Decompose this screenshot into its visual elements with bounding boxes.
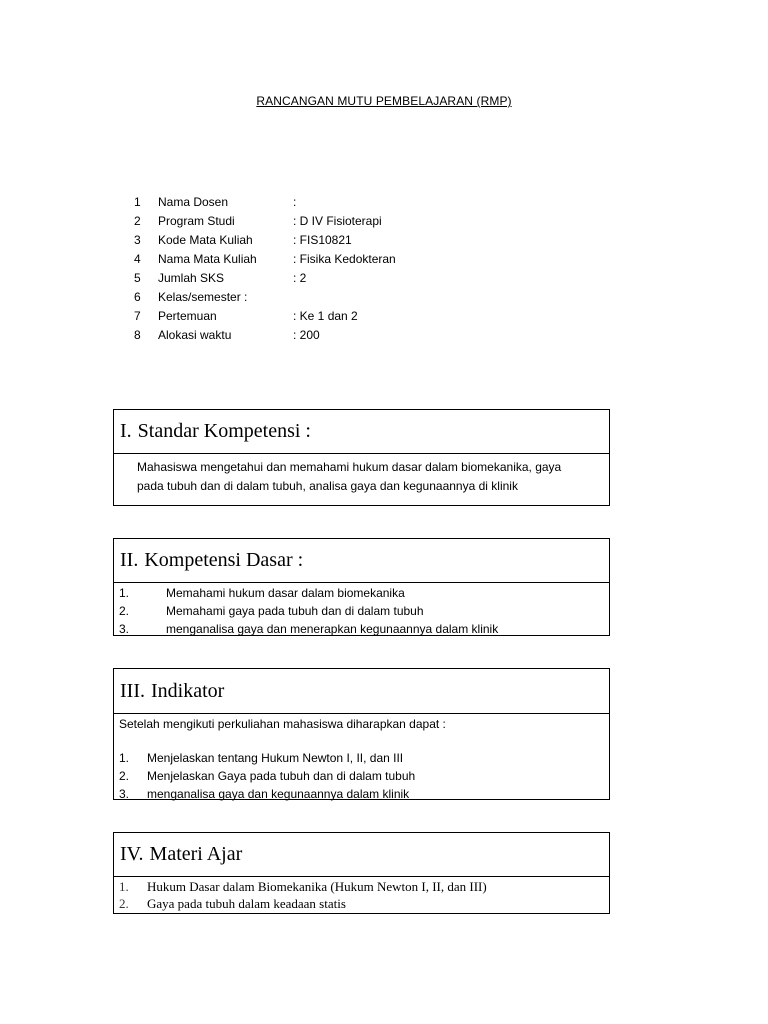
list-item (114, 785, 609, 803)
list-number: 2. (119, 769, 130, 783)
info-label: Jumlah SKS (158, 271, 225, 285)
list-text: menganalisa gaya dan kegunaannya dalam klinik (147, 787, 410, 801)
list-number: 2. (119, 604, 130, 618)
section-title: Materi Ajar (149, 843, 243, 865)
info-label: Pertemuan (158, 309, 217, 323)
info-number: 4 (134, 252, 141, 266)
list-number: 1. (119, 751, 130, 765)
info-number: 5 (134, 271, 141, 285)
list-item (114, 749, 609, 767)
list-number: 1. (119, 879, 129, 894)
list-text: Menjelaskan Gaya pada tubuh dan di dalam tubuh (147, 769, 416, 783)
info-value: : 2 (293, 271, 307, 285)
list-number: 3. (119, 787, 130, 801)
document-title: RANCANGAN MUTU PEMBELAJARAN (RMP) (256, 94, 512, 108)
list-text: Menjelaskan tentang Hukum Newton I, II, dan III (147, 751, 404, 765)
info-label: Kelas/semester : (158, 290, 248, 304)
section-number: III. (120, 679, 145, 702)
list-item (114, 620, 609, 638)
info-value: : (293, 195, 297, 209)
list-number: 1. (119, 586, 130, 600)
info-number: 7 (134, 309, 141, 323)
list-text: Memahami hukum dasar dalam biomekanika (166, 586, 405, 600)
section-number: II. (120, 549, 139, 571)
section-title: Kompetensi Dasar : (144, 549, 304, 571)
section-heading (114, 410, 609, 454)
list-item (114, 602, 609, 620)
info-label: Program Studi (158, 214, 235, 228)
materi-ajar-section (113, 832, 610, 914)
info-number: 2 (134, 214, 141, 228)
list-item (114, 767, 609, 785)
list-number: 3. (119, 622, 130, 636)
section-title: Indikator (150, 679, 225, 702)
list-item (114, 895, 609, 912)
section-body (114, 454, 609, 496)
body-line: Mahasiswa mengetahui dan memahami hukum dasar dalam biomekanika, gaya (137, 460, 562, 474)
info-number: 1 (134, 195, 141, 209)
list-item (114, 584, 609, 602)
list-text: Memahami gaya pada tubuh dan di dalam tubuh (166, 604, 424, 618)
info-label: Nama Mata Kuliah (158, 252, 257, 266)
info-label: Nama Dosen (158, 195, 229, 209)
info-value: : Fisika Kedokteran (293, 252, 396, 266)
info-value: : Ke 1 dan 2 (293, 309, 358, 323)
section-heading (114, 539, 609, 583)
info-value: : D IV Fisioterapi (293, 214, 382, 228)
kompetensi-dasar-section (113, 538, 610, 636)
section-number: IV. (120, 843, 144, 865)
section-body (114, 583, 609, 638)
list-text: Gaya pada tubuh dalam keadaan statis (147, 896, 346, 911)
info-number: 8 (134, 328, 141, 342)
info-label: Kode Mata Kuliah (158, 233, 253, 247)
list-text: Hukum Dasar dalam Biomekanika (Hukum Newton I, II, dan III) (147, 879, 487, 894)
section-title: Standar Kompetensi : (137, 420, 311, 442)
section-body (114, 714, 609, 803)
info-number: 3 (134, 233, 141, 247)
info-label: Alokasi waktu (158, 328, 232, 342)
body-line: pada tubuh dan di dalam tubuh, analisa gaya dan kegunaannya di klinik (137, 479, 518, 493)
standar-kompetensi-section (113, 409, 610, 506)
list-item (114, 878, 609, 895)
info-value: : 200 (293, 328, 320, 342)
section-body (114, 877, 609, 912)
list-number: 2. (119, 896, 129, 911)
list-text: menganalisa gaya dan menerapkan kegunaannya dalam klinik (166, 622, 499, 636)
info-number: 6 (134, 290, 141, 304)
section-heading (114, 669, 609, 714)
info-value: : FIS10821 (293, 233, 352, 247)
section-number: I. (120, 420, 132, 442)
indikator-section (113, 668, 610, 800)
section-intro: Setelah mengikuti perkuliahan mahasiswa diharapkan dapat : (119, 717, 446, 731)
section-heading (114, 833, 609, 877)
